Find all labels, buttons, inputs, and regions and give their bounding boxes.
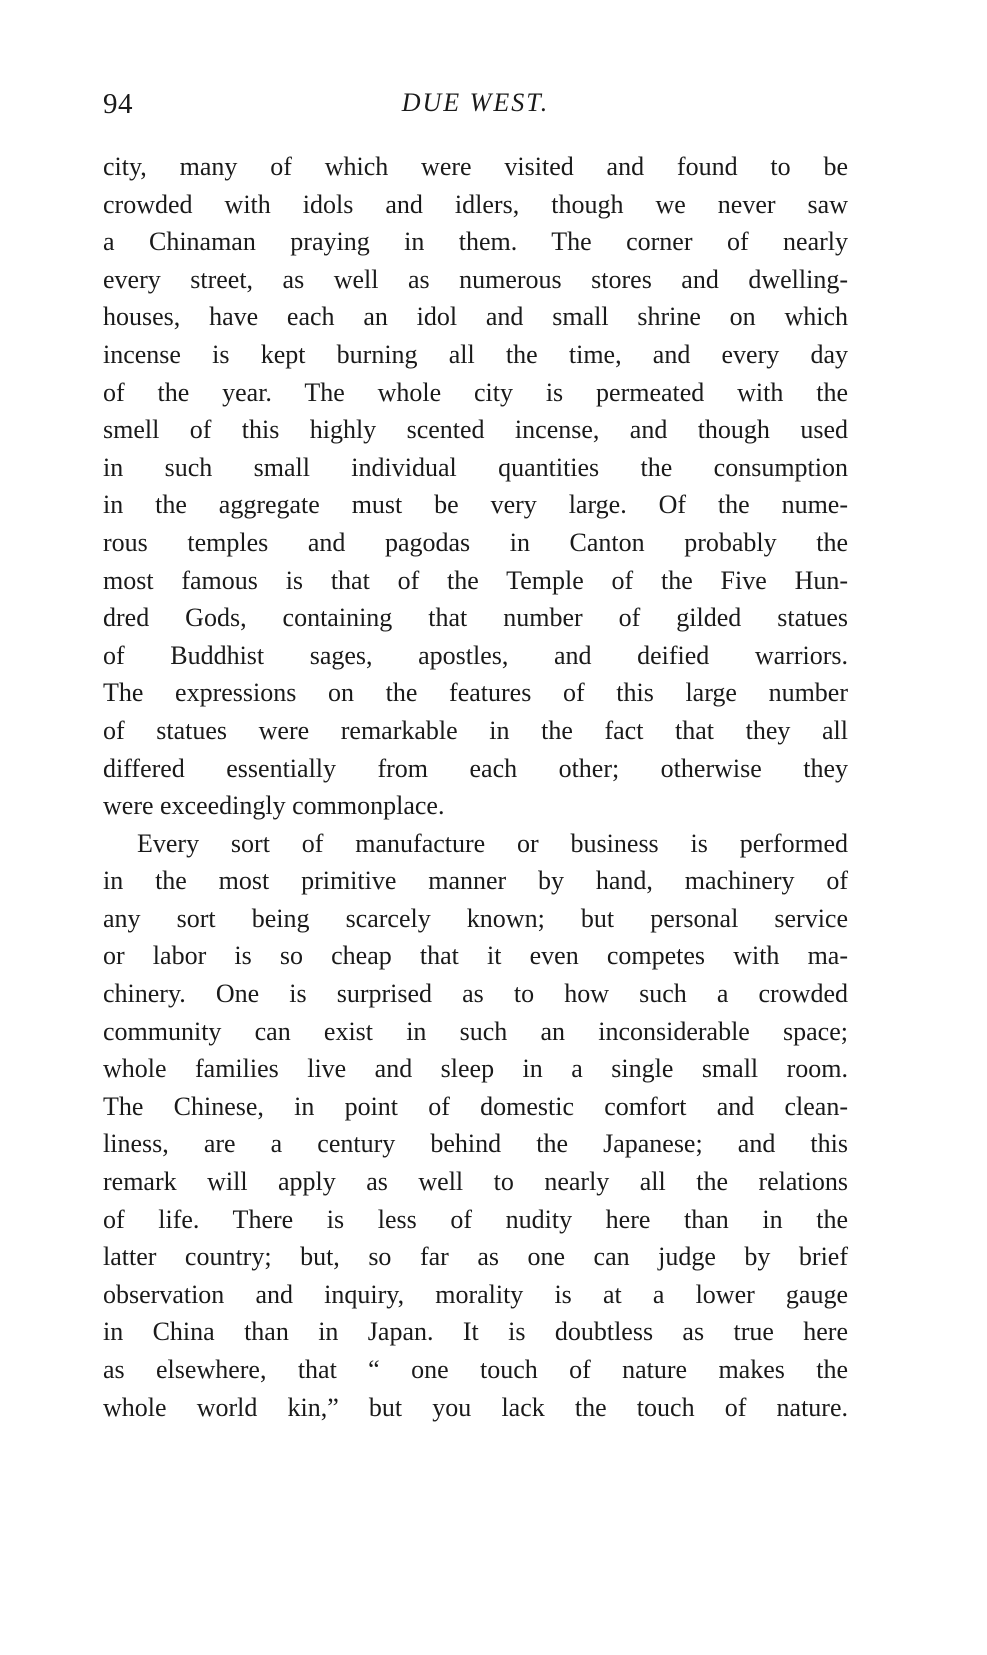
text-line: of Buddhist sages, apostles, and deified warriors.	[103, 640, 848, 670]
page-number: 94	[103, 88, 133, 120]
text-line: differed essentially from each other; otherwise they	[103, 753, 848, 783]
text-line: The expressions on the features of this large number	[103, 678, 848, 708]
text-line: whole world kin,” but you lack the touch of nature.	[103, 1392, 848, 1422]
text-line: The Chinese, in point of domestic comfort and clean-	[103, 1091, 848, 1121]
text-line: in China than in Japan. It is doubtless as true here	[103, 1317, 848, 1347]
paragraph-1	[103, 148, 848, 825]
text-line: Every sort of manufacture or business is performed	[137, 828, 848, 858]
text-line: remark will apply as well to nearly all the relations	[103, 1167, 848, 1197]
text-line: in such small individual quantities the consumption	[103, 452, 848, 482]
text-line: of the year. The whole city is permeated with the	[103, 377, 848, 407]
text-line: any sort being scarcely known; but personal service	[103, 903, 848, 933]
text-line: in the most primitive manner by hand, machinery of	[103, 866, 848, 896]
text-line: crowded with idols and idlers, though we never saw	[103, 189, 848, 219]
text-line: in the aggregate must be very large. Of the nume-	[103, 490, 848, 520]
text-line: houses, have each an idol and small shrine on which	[103, 302, 848, 332]
text-line: every street, as well as numerous stores and dwelling-	[103, 264, 848, 294]
text-line: incense is kept burning all the time, and every day	[103, 339, 848, 369]
text-line: whole families live and sleep in a single small room.	[103, 1054, 848, 1084]
text-line: of statues were remarkable in the fact that they all	[103, 715, 848, 745]
text-line: or labor is so cheap that it even competes with ma-	[103, 941, 848, 971]
text-line: most famous is that of the Temple of the Five Hun-	[103, 565, 848, 595]
text-line: as elsewhere, that “ one touch of nature makes the	[103, 1355, 848, 1384]
text-line: were exceedingly commonplace.	[103, 791, 445, 821]
text-line: chinery. One is surprised as to how such a crowded	[103, 979, 848, 1009]
text-line: a Chinaman praying in them. The corner of nearly	[103, 227, 848, 257]
text-line: liness, are a century behind the Japanese; and this	[103, 1129, 848, 1159]
text-line: community can exist in such an inconsiderable space;	[103, 1016, 848, 1046]
text-line: of life. There is less of nudity here than in the	[103, 1204, 848, 1234]
page-header	[103, 88, 848, 128]
body-text	[103, 148, 848, 1426]
text-line: dred Gods, containing that number of gilded statues	[103, 603, 848, 633]
text-line: observation and inquiry, morality is at a lower gauge	[103, 1279, 848, 1309]
text-line: latter country; but, so far as one can judge by brief	[103, 1242, 848, 1272]
paragraph-2	[103, 825, 848, 1427]
text-line: city, many of which were visited and found to be	[103, 152, 848, 181]
text-line: smell of this highly scented incense, and though used	[103, 415, 848, 445]
text-line: rous temples and pagodas in Canton probably the	[103, 527, 848, 557]
running-title: DUE WEST.	[401, 88, 550, 117]
